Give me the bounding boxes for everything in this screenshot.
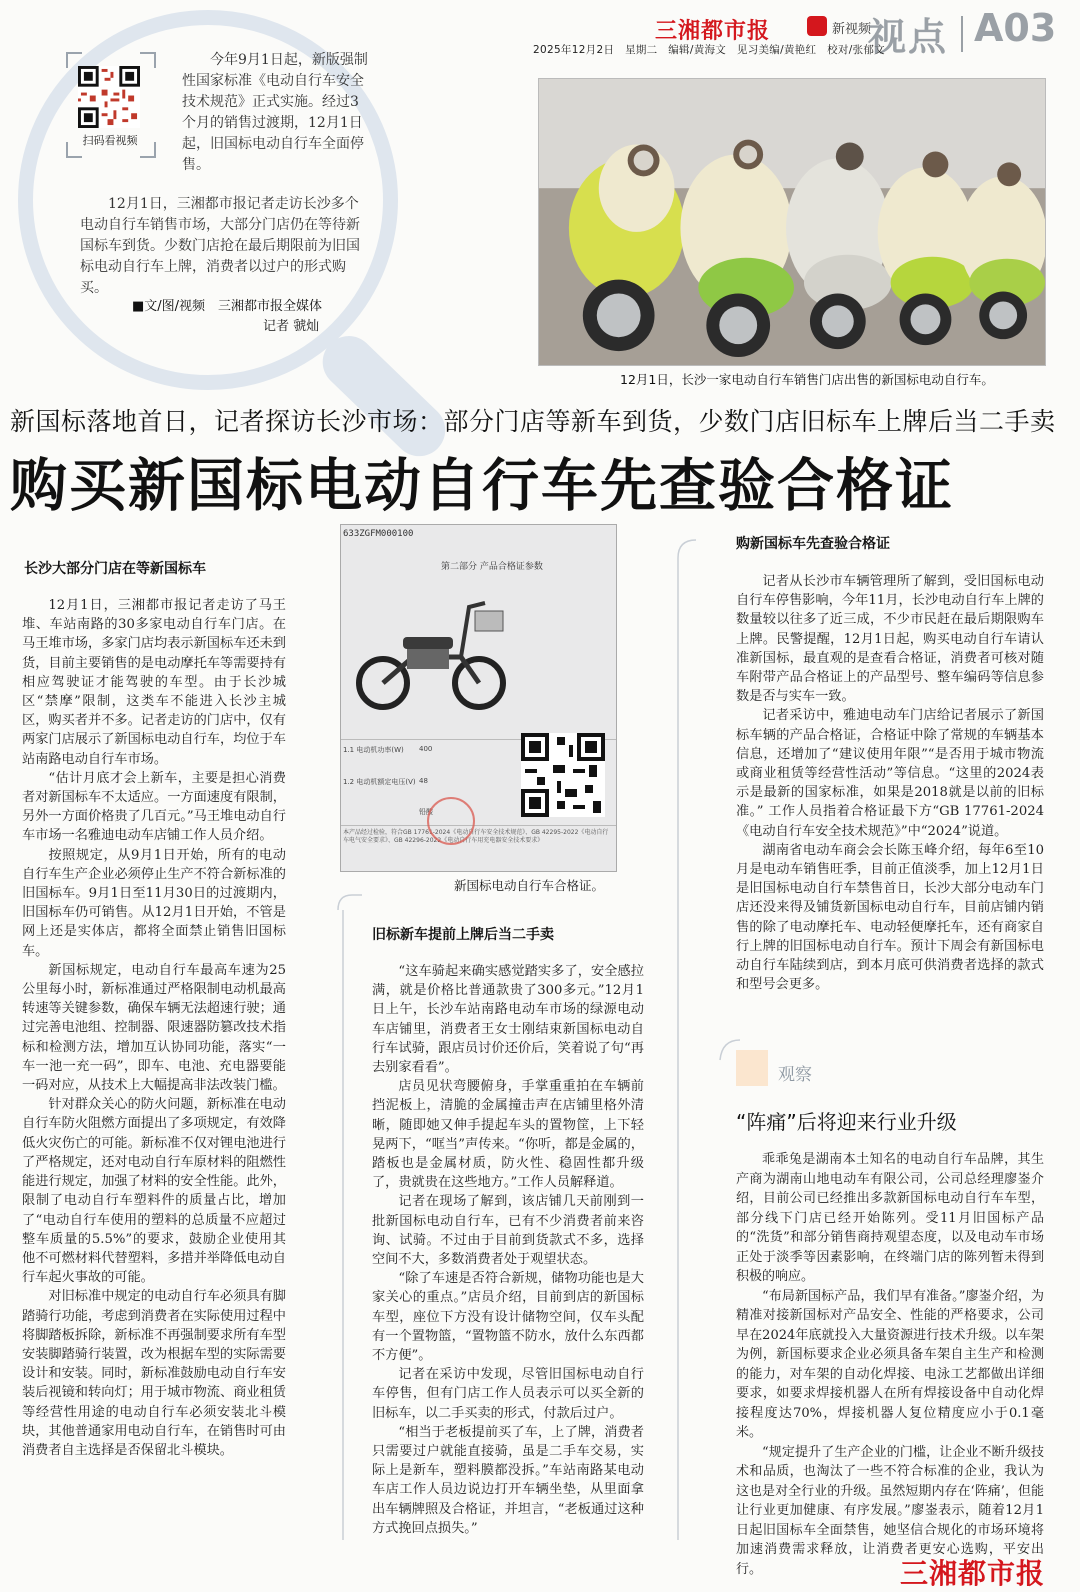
cert-footnote: 本产品经过检验，符合GB 17761-2024《电动自行车安全技术规范》、GB 42295-2022《电动自行车电气安全要求》、GB 42296-2022《电动自行车用充电器安全技术要求》 [343,829,609,844]
observation-paragraph: 乖乖兔是湖南本土知名的电动自行车品牌，其生产商为湖南山地电动车有限公司，公司总经理廖崟介绍，目前公司已经推出多款新国标电动自行车车型，部分线下门店已经开始陈列。受11月旧国标产品的“洗货”和部分销售商持观望态度，以及电动车市场正处于淡季等因素影响，在终端门店的陈列暂未得到积极的响应。 [736,1152,1044,1284]
col2-paragraph: “这车骑起来确实感觉踏实多了，安全感拉满，就是价格比普通款贵了300多元。”12月1日上午，长沙车站南路电动车市场的绿源电动车店铺里，消费者王女士刚结束新国标电动自行车试骑，跟店员讨价还价后，笑着说了句“再去别家看看”。 [372,964,644,1076]
cert-row2-value: 48 [419,777,428,785]
col2-paragraph: 记者在采访中发现，尽管旧国标电动自行车停售，但有门店工作人员表示可以买全新的旧标车，以二手买卖的形式，付款后过户。 [372,1367,644,1421]
intro-para2-block [80,194,368,299]
col3-paragraph: 记者从长沙市车辆管理所了解到，受旧国标电动自行车停售影响，今年11月，长沙电动自行车上牌的数量较以往多了近三成，不少市民赶在最后期限购车上牌。民警提醒，12月1日起，购买电动自行车请认准新国标，最直观的是查看合格证，消费者可核对随车附带产品合格证上的产品型号、整车编码等信息参数是否与实车一致。 [736,574,1044,705]
col2-paragraph: 记者在现场了解到，该店铺几天前刚到一批新国标电动自行车，已有不少消费者前来咨询、试骑。不过由于目前到货款式不多，选择空间不大，多数消费者处于观望状态。 [372,1194,644,1268]
observation-title: “阵痛”后将迎来行业升级 [736,1110,957,1134]
cert-heading: 第二部分 产品合格证参数 [441,562,543,572]
observation-label: 观察 [778,1065,812,1085]
col2-body [372,962,644,1538]
observation-body [736,1150,1044,1579]
col3-paragraph: 记者采访中，雅迪电动车门店给记者展示了新国标车辆的产品合格证，合格证中除了常规的车辆基本信息，还增加了“建议使用年限”“是否用于城市物流或商业租赁等经营性活动”等信息。“这里的2024表示是最新的国家标准，如果是2018就是以前的旧标准。” 工作人员指着合格证最下方“GB 17761-2024《电动自行车安全技术规范》”中“2024”说道。 [736,708,1044,839]
col1-paragraph: 对旧标准中规定的电动自行车必须具有脚踏骑行功能，考虑到消费者在实际使用过程中将脚踏板拆除，新标准不再强制要求所有车型安装脚踏骑行装置，改为根据车型的实际需要设计和安装。同时，新标准鼓励电动自行车安装后视镜和转向灯；用于城市物流、商业租赁等经营性用途的电动自行车必须安装北斗模块，其他普通家用电动自行车，在销售时可由消费者自主选择是否保留北斗模块。 [22,1289,286,1458]
col1-paragraph: 针对群众关心的防火问题，新标准在电动自行车防火阻燃方面提出了多项规定，有效降低火灾伤亡的可能。新标准不仅对锂电池进行了严格规定，还对电动自行车原材料的阻燃性能进行规定，加强了材料的安全性能。此外，限制了电动自行车塑料件的质量占比，增加了“电动自行车使用的塑料的总质量不应超过整车质量的5.5%”的要求，鼓励企业使用其他不可燃材料代替塑料，多措并举降低电动自行车起火事故的可能。 [22,1097,286,1286]
red-seal-stamp [427,797,475,845]
byline-line-1: ■文/图/视频 三湘都市报全媒体 [132,299,323,314]
cert-qr-code [521,733,605,817]
col3-body [736,572,1044,994]
footer-logo: 三湘都市报 [900,1557,1046,1590]
section-name: 视点 [868,15,949,59]
intro-paragraph-2: 12月1日，三湘都市报记者走访长沙多个电动自行车销售市场，大部分门店仍在等待新国标车到货。少数门店抢在最后期限前为旧国标电动自行车上牌，消费者以过户的形式购买。 [80,196,360,296]
certificate-photo [340,524,617,872]
col2-paragraph: “除了车速是否符合新规，储物功能也是大家关心的重点。”店员介绍，目前到店的新国标车型，座位下方没有设计储物空间，仅车头配有一个置物篮，“置物篮不防水，放什么东西都不方便”。 [372,1271,644,1364]
qr-label: 扫码看视频 [82,134,138,147]
intro-para1-part [182,50,368,176]
col1-paragraph: 12月1日，三湘都市报记者走访了马王堆、车站南路的30多家电动自行车门店。在马王堆市场，多家门店均表示新国标车还未到货，目前主要销售的是电动摩托车等需要持有相应驾驶证才能驾驶的车型。由于长沙城区“禁摩”限制，这类车不能进入长沙主城区，购买者并不多。记者走访的门店中，仅有两家门店展示了新国标电动自行车，均位于车站南路电动自行车市场。 [22,598,286,767]
byline-line-2: 记者 虢灿 [263,319,320,334]
section-divider [961,16,963,52]
cert-row1-value: 400 [419,745,433,753]
col2-paragraph: 店员见状弯腰俯身，手掌重重拍在车辆前挡泥板上，清脆的金属撞击声在店铺里格外清晰，随即她又伸手提起车头的置物筐，上下轻晃两下，“哐当”声传来。“你听，都是金属的，踏板也是金属材质，防火性、稳固性都升级了，贵就贵在这些地方。”工作人员解释道。 [372,1079,644,1191]
observation-badge [736,1050,768,1086]
partner-logo-icon [807,16,827,36]
col2-title: 旧标新车提前上牌后当二手卖 [372,927,554,943]
cert-row2-label: 1.2 电动机额定电压(V) [343,778,416,786]
dateline: 2025年12月2日 星期二 编辑/黄海文 见习美编/黄艳红 校对/张郁文 [533,44,885,56]
masthead-logo: 三湘都市报 [655,19,771,44]
col3-paragraph: 湖南省电动车商会会长陈玉峰介绍，每年6至10月是电动车销售旺季，目前正值淡季，加上12月1日是旧国标电动自行车禁售首日，长沙大部分电动车门店还没来得及铺货新国标电动自行车，目前店铺内销售的除了电动摩托车、电动轻便摩托车，还有商家自行上牌的旧国标电动自行车。预计下周会有新国标电动自行车陆续到店，到本月底可供消费者选择的款式和型号会更多。 [736,842,1044,993]
col3-title: 购新国标车先查验合格证 [736,536,890,552]
partner-name: 新视频 [832,22,872,37]
video-qr-code[interactable] [78,66,140,128]
subheadline: 新国标落地首日，记者探访长沙市场：部分门店等新车到货，少数门店旧标车上牌后当二手卖 [10,407,1056,436]
intro-paragraph-1: 今年9月1日起，新版强制性国家标准《电动自行车安全技术规范》正式实施。经过3个月的销售过渡期，12月1日起，旧国标电动自行车全面停售。 [182,52,368,173]
col1-title: 长沙大部分门店在等新国标车 [24,561,206,577]
observation-paragraph: “布局新国标产品，我们早有准备。”廖崟介绍，为精准对接新国标对产品安全、性能的严格要求，公司早在2024年底就投入大量资源进行技术升级。以车架为例，新国标要求企业必须具备车架自主生产和检测的能力，对车架的自动化焊接、电泳工艺都做出详细要求，如要求焊接机器人在所有焊接设备中自动化焊接程度达70%，焊接机器人复位精度应小于0.1毫米。 [736,1288,1044,1440]
col1-paragraph: “估计月底才会上新车，主要是担心消费者对新国标车不太适应。一方面速度有限制，另外一方面价格贵了几百元。”马王堆电动自行车市场一名雅迪电动车店铺工作人员介绍。 [22,770,286,844]
col2-paragraph: “相当于老板提前买了车，上了牌，消费者只需要过户就能直接骑，虽是二手车交易，实际上是新车，塑料膜都没拆。”车站南路某电动车店工作人员边说边打开车辆坐垫，从里面拿出车辆牌照及合格证，并坦言，“老板通过这种方式挽回点损失。” [372,1424,644,1536]
cert-row1-label: 1.1 电动机功率(W) [343,746,404,754]
col1-paragraph: 新国标规定，电动自行车最高车速为25公里每小时，新标准通过严格限制电动机最高转速等关键参数，确保车辆无法超速行驶；通过完善电池组、控制器、限速器防篡改技术指标和检测方法，增加互认协同功能，落实“一车一池一充一码”，即车、电池、充电器要能一码对应，从技术上大幅提高非法改装门槛。 [22,962,286,1094]
bike-drawing [351,585,511,715]
cert-row3-value: 铅酸 [419,808,433,816]
cert-serial: 633ZGFM000100 [343,529,414,539]
col1-paragraph: 按照规定，从9月1日开始，所有的电动自行车生产企业必须停止生产不符合新标准的旧国标车。9月1日至11月30日的过渡期内，旧国标车仍可销售。从12月1日开始，不管是网上还是实体店，都将全面禁止销售旧国标车。 [22,847,286,959]
headline: 购买新国标电动自行车先查验合格证 [10,453,954,519]
observation-paragraph: “规定提升了生产企业的门槛，让企业不断升级技术和品质，也淘汰了一些不符合标准的企业，我认为这也是对全行业的升级。虽然短期内存在‘阵痛’，但能让行业更加健康、有序发展。”廖崟表示，随着12月1日起旧国标车全面禁售，她坚信合规化的市场环境将加速消费需求释放，让消费者更安心选购，平安出行。 [736,1444,1044,1577]
scooter-photo [538,78,1046,366]
page-number: A03 [974,6,1057,50]
certificate-caption: 新国标电动自行车合格证。 [454,878,605,893]
photo-caption: 12月1日，长沙一家电动自行车销售门店出售的新国标电动自行车。 [620,372,994,387]
